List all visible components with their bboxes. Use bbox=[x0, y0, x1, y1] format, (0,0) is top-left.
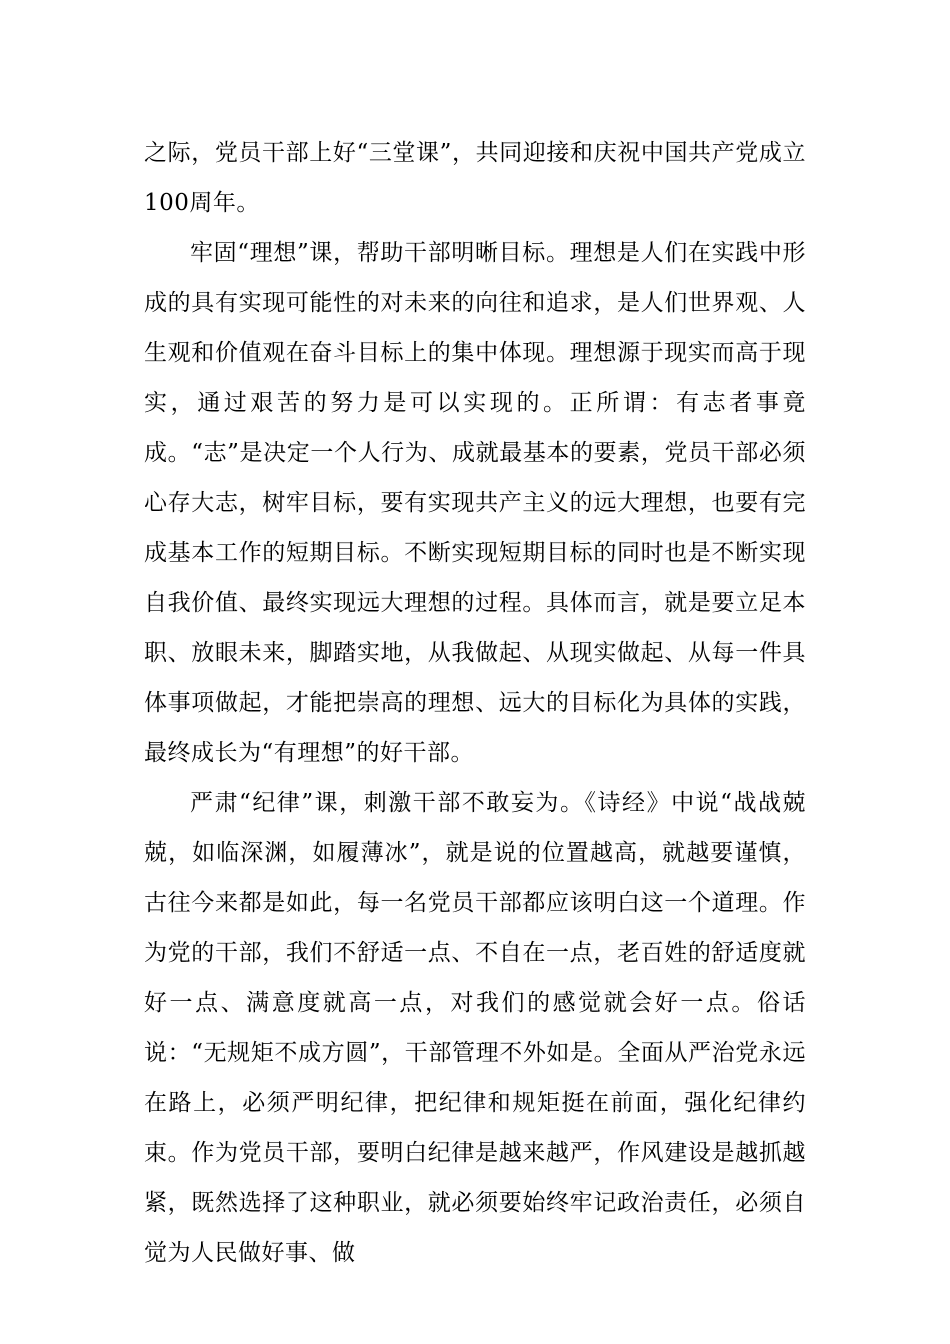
document-page bbox=[144, 128, 806, 1278]
paragraph-ideal-lesson: 牢固“理想”课，帮助干部明晰目标。理想是人们在实践中形成的具有实现可能性的对未来的向往和追求，是人们世界观、人生观和价值观在奋斗目标上的集中体现。理想源于现实而高于现实，通过艰苦的努力是可以实现的。正所谓：有志者事竟成。“志”是决定一个人行为、成就最基本的要素，党员干部必须心存大志，树牢目标，要有实现共产主义的远大理想，也要有完成基本工作的短期目标。不断实现短期目标的同时也是不断实现自我价值、最终实现远大理想的过程。具体而言，就是要立足本职、放眼未来，脚踏实地，从我做起、从现实做起、从每一件具体事项做起，才能把崇高的理想、远大的目标化为具体的实践，最终成长为“有理想”的好干部。 bbox=[144, 240, 806, 766]
paragraph-continuation: 之际，党员干部上好“三堂课”，共同迎接和庆祝中国共产党成立100周年。 bbox=[144, 140, 806, 216]
paragraph-discipline-lesson: 严肃“纪律”课，刺激干部不敢妄为。《诗经》中说“战战兢兢，如临深渊，如履薄冰”，就是说的位置越高，就越要谨慎，古往今来都是如此，每一名党员干部都应该明白这一个道理。作为党的干部，我们不舒适一点、不自在一点，老百姓的舒适度就好一点、满意度就高一点，对我们的感觉就会好一点。俗话说：“无规矩不成方圆”，干部管理不外如是。全面从严治党永远在路上，必须严明纪律，把纪律和规矩挺在前面，强化纪律约束。作为党员干部，要明白纪律是越来越严，作风建设是越抓越紧，既然选择了这种职业，就必须要始终牢记政治责任，必须自觉为人民做好事、做 bbox=[144, 790, 806, 1266]
